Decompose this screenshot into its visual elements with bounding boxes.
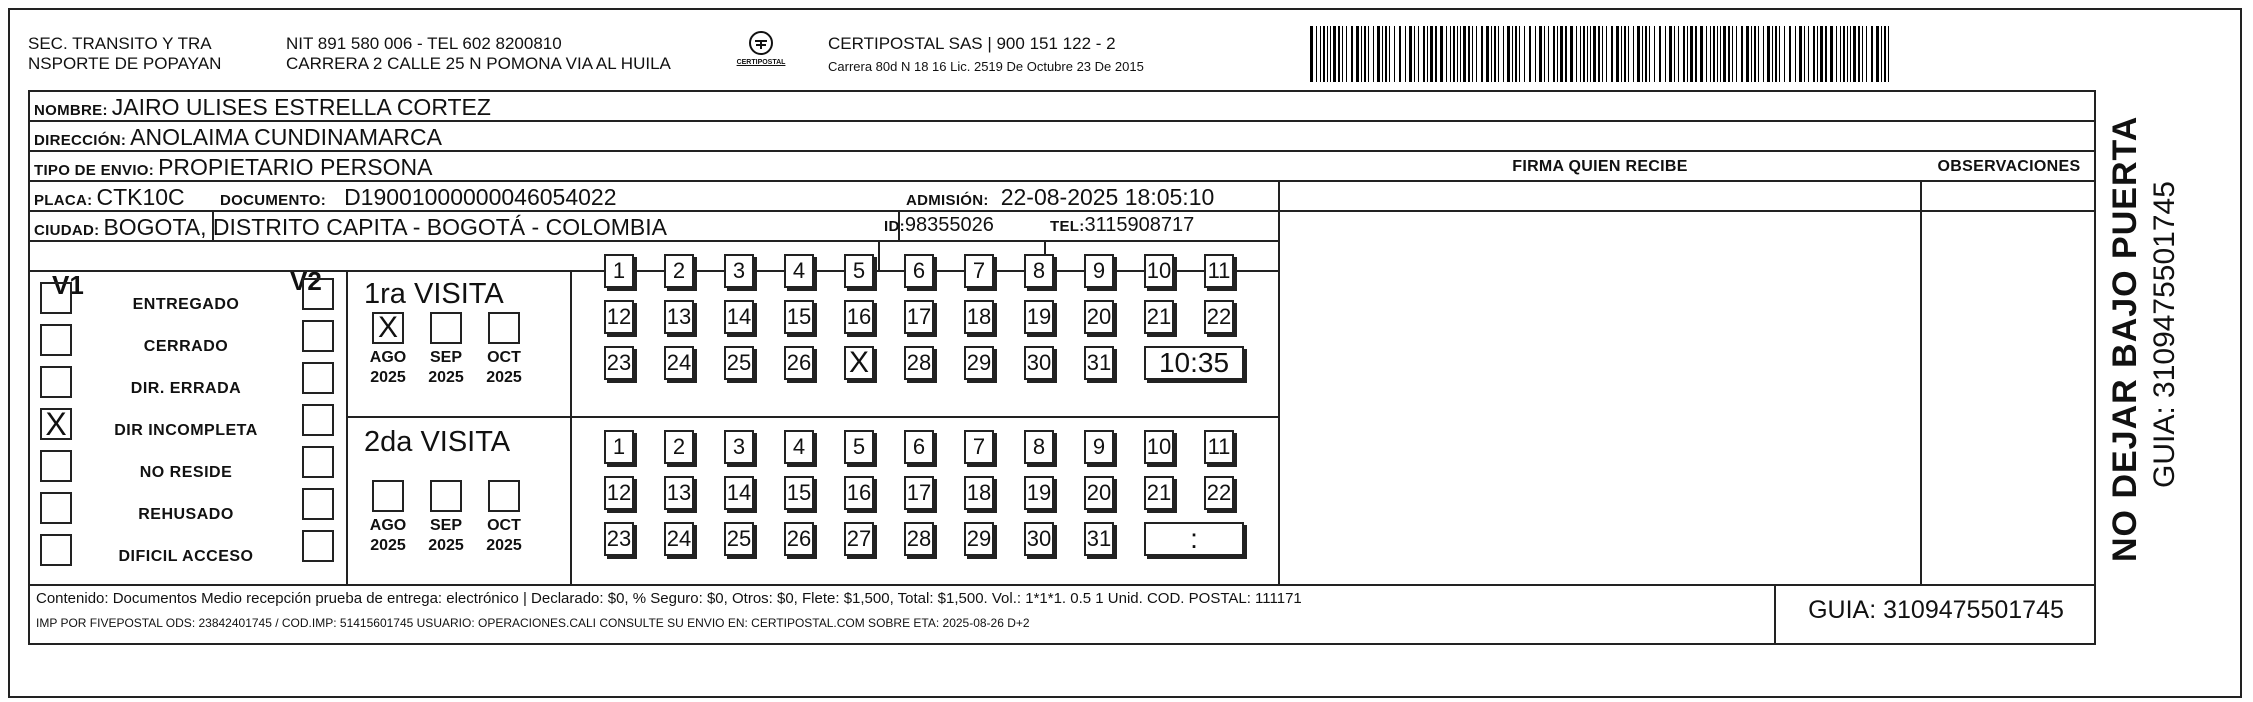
barcode-bar (1669, 26, 1672, 82)
barcode-bar (1377, 26, 1380, 82)
admision-row (906, 184, 1214, 211)
barcode-bar (1853, 26, 1856, 82)
day-box[interactable]: 27 (844, 522, 874, 556)
day-box[interactable]: 12 (604, 300, 634, 334)
day-box[interactable]: 8 (1024, 254, 1054, 288)
org-name (28, 34, 221, 74)
tipo-envio-value: PROPIETARIO PERSONA (158, 154, 433, 180)
barcode-bar (1754, 26, 1756, 82)
v1-checkbox[interactable] (40, 492, 72, 524)
barcode-bar (1418, 26, 1419, 82)
barcode-bar (1642, 26, 1643, 82)
barcode-bar (1720, 26, 1721, 82)
barcode-bar (1840, 26, 1841, 82)
day-box[interactable]: 3 (724, 254, 754, 288)
barcode-bar (1820, 26, 1823, 82)
barcode-bar (1435, 26, 1437, 82)
barcode-bar (1333, 26, 1336, 82)
month-label: SEP (429, 349, 462, 366)
day-box[interactable]: 15 (784, 476, 814, 510)
barcode-bar (1713, 26, 1715, 82)
barcode-bar (1472, 26, 1473, 82)
year-label: 2025 (428, 537, 464, 554)
day-box[interactable]: 13 (664, 300, 694, 334)
id-value: 98355026 (904, 214, 994, 236)
visit2-title: 2da VISITA (364, 426, 511, 458)
v1-checkbox[interactable]: X (40, 408, 72, 440)
barcode-bar (1884, 26, 1886, 82)
barcode-bar (1544, 26, 1545, 82)
day-box[interactable]: 19 (1024, 476, 1054, 510)
barcode-bar (1583, 26, 1585, 82)
barcode-bar (1772, 26, 1773, 82)
v1-checkbox[interactable] (40, 282, 72, 314)
barcode-bar (1368, 26, 1369, 82)
barcode-bar (1624, 26, 1626, 82)
status-label: ENTREGADO (132, 296, 240, 313)
barcode-bar (1430, 26, 1433, 82)
barcode-bar (1373, 26, 1374, 82)
month-label: SEP (429, 517, 462, 534)
barcode-bar (1862, 26, 1863, 82)
v2-checkbox[interactable] (302, 404, 334, 436)
barcode-bar (1830, 26, 1833, 82)
status-label: CERRADO (143, 338, 229, 355)
barcode-bar (1710, 26, 1711, 82)
barcode-bar (1565, 26, 1567, 82)
barcode-bar (1763, 26, 1764, 82)
v1-checkbox[interactable] (40, 366, 72, 398)
day-box[interactable]: 23 (604, 522, 634, 556)
day-box[interactable]: 2 (664, 430, 694, 464)
barcode-bar (1427, 26, 1428, 82)
day-box[interactable]: 2 (664, 254, 694, 288)
address-line: CARRERA 2 CALLE 25 N POMONA VIA AL HUILA (286, 54, 671, 73)
barcode-bar (1481, 26, 1483, 82)
barcode-bar (1836, 26, 1837, 82)
day-box[interactable]: 5 (844, 430, 874, 464)
day-box[interactable]: 15 (784, 300, 814, 334)
company-info (828, 34, 1144, 77)
day-box[interactable]: 6 (904, 254, 934, 288)
barcode-bar (1342, 26, 1343, 82)
barcode-bar (1553, 26, 1555, 82)
barcode-bar (1659, 26, 1661, 82)
barcode-bar (1570, 26, 1573, 82)
barcode-bar (1804, 26, 1805, 82)
day-box[interactable]: 16 (844, 300, 874, 334)
day-box[interactable]: 19 (1024, 300, 1054, 334)
month-label: AGO (369, 517, 407, 534)
day-box[interactable]: 18 (964, 300, 994, 334)
barcode-bar (1654, 26, 1655, 82)
barcode-bar (1732, 26, 1733, 82)
nombre-value: JAIRO ULISES ESTRELLA CORTEZ (111, 94, 491, 120)
placa-value: CTK10C (96, 184, 185, 210)
barcode-bar (1539, 26, 1542, 82)
barcode-bar (1758, 26, 1759, 82)
barcode-bar (1394, 26, 1395, 82)
barcode-bar (1399, 26, 1401, 82)
barcode-bar (1723, 26, 1726, 82)
barcode-bar (1356, 26, 1359, 82)
barcode-bar (1507, 26, 1510, 82)
day-box[interactable]: 20 (1084, 300, 1114, 334)
v1-checkbox[interactable] (40, 324, 72, 356)
day-box[interactable]: 11 (1204, 430, 1234, 464)
tipo-envio-row (34, 154, 432, 181)
barcode-bar (1382, 26, 1383, 82)
tipo-envio-label: TIPO DE ENVIO: (34, 162, 155, 179)
barcode-bar (1799, 26, 1802, 82)
barcode-bar (1590, 26, 1591, 82)
barcode-bar (1440, 26, 1443, 82)
month-checkbox[interactable]: X (372, 312, 404, 344)
day-box[interactable]: 20 (1084, 476, 1114, 510)
v2-checkbox[interactable] (302, 362, 334, 394)
day-box[interactable]: 3 (724, 430, 754, 464)
year-label: 2025 (486, 369, 522, 386)
barcode-bar (1784, 26, 1785, 82)
barcode-bar (1858, 26, 1860, 82)
year-label: 2025 (486, 537, 522, 554)
barcode-bar (1888, 26, 1889, 82)
barcode-bar (1389, 26, 1390, 82)
barcode-bar (1690, 26, 1693, 82)
barcode-bar (1576, 26, 1577, 82)
observaciones-header: OBSERVACIONES (1937, 158, 2081, 175)
barcode-bar (1611, 26, 1613, 82)
barcode-bar (1633, 26, 1634, 82)
day-box[interactable]: 26 (784, 346, 814, 380)
barcode-bar (1468, 26, 1470, 82)
admision-value: 22-08-2025 18:05:10 (1000, 184, 1215, 210)
barcode-bar (1316, 26, 1317, 82)
placa-label: PLACA: (34, 192, 93, 209)
day-box[interactable]: 1 (604, 254, 634, 288)
barcode-bar (1346, 26, 1347, 82)
barcode-bar (1813, 26, 1815, 82)
barcode-bar (1351, 26, 1353, 82)
status-label: DIFICIL ACCESO (118, 548, 254, 565)
barcode-bar (1327, 26, 1328, 82)
day-box[interactable]: 10 (1144, 430, 1174, 464)
month-checkbox[interactable] (372, 480, 404, 512)
direccion-label: DIRECCIÓN: (34, 132, 127, 149)
day-box[interactable]: X (844, 346, 874, 380)
org-contact (286, 34, 671, 74)
barcode-bar (1557, 26, 1558, 82)
month-checkbox[interactable] (488, 480, 520, 512)
day-box[interactable]: 11 (1204, 254, 1234, 288)
day-box[interactable]: 21 (1144, 476, 1174, 510)
status-label: DIR. ERRADA (130, 380, 242, 397)
barcode-bar (1535, 26, 1536, 82)
barcode-bar (1529, 26, 1531, 82)
barcode-bar (1330, 26, 1331, 82)
v2-checkbox[interactable] (302, 446, 334, 478)
barcode-bar (1678, 26, 1679, 82)
day-box[interactable]: 14 (724, 476, 754, 510)
barcode-bar (1621, 26, 1622, 82)
day-box[interactable]: 26 (784, 522, 814, 556)
tel-row (1050, 214, 1194, 237)
barcode-bar (1866, 26, 1867, 82)
barcode-bar (1598, 26, 1600, 82)
day-box[interactable]: 22 (1204, 300, 1234, 334)
day-box[interactable]: 31 (1084, 522, 1114, 556)
documento-value: D19001000000046054022 (344, 184, 617, 210)
barcode-bar (1876, 26, 1879, 82)
barcode-bar (1310, 26, 1313, 82)
tel-label: TEL: (1050, 218, 1085, 235)
day-box[interactable]: 4 (784, 254, 814, 288)
barcode-bar (1649, 26, 1650, 82)
admision-label: ADMISIÓN: (906, 192, 989, 209)
company-address: Carrera 80d N 18 16 Lic. 2519 De Octubre 23 De 2015 (828, 59, 1144, 74)
company-line: CERTIPOSTAL SAS | 900 151 122 - 2 (828, 34, 1116, 53)
status-label: REHUSADO (138, 506, 234, 523)
day-box[interactable]: 22 (1204, 476, 1234, 510)
barcode-bar (1847, 26, 1848, 82)
barcode-bar (1687, 26, 1688, 82)
org-line-1: SEC. TRANSITO Y TRA (28, 34, 212, 53)
firma-header: FIRMA QUIEN RECIBE (1512, 158, 1688, 175)
day-box[interactable]: 21 (1144, 300, 1174, 334)
day-box[interactable]: 12 (604, 476, 634, 510)
v2-checkbox[interactable] (302, 530, 334, 562)
barcode-bar (1700, 26, 1703, 82)
day-box[interactable]: 14 (724, 300, 754, 334)
day-box[interactable]: 9 (1084, 430, 1114, 464)
v2-label: V2 (290, 266, 322, 296)
day-box[interactable]: 8 (1024, 430, 1054, 464)
barcode-bar (1457, 26, 1458, 82)
day-box[interactable]: 25 (724, 346, 754, 380)
barcode-bar (1767, 26, 1770, 82)
barcode-bar (1498, 26, 1499, 82)
barcode-bar (1717, 26, 1718, 82)
barcode-bar (1808, 26, 1809, 82)
barcode-bar (1746, 26, 1749, 82)
nombre-row (34, 94, 491, 121)
day-box[interactable]: 10 (1144, 254, 1174, 288)
logo-text: CERTIPOSTAL (736, 59, 786, 66)
placa-row (34, 184, 185, 211)
day-box[interactable]: 31 (1084, 346, 1114, 380)
month-checkbox[interactable] (430, 312, 462, 344)
barcode-bar (1779, 26, 1780, 82)
day-box[interactable]: 18 (964, 476, 994, 510)
day-box[interactable]: 28 (904, 522, 934, 556)
day-box[interactable]: 16 (844, 476, 874, 510)
day-box[interactable]: 24 (664, 522, 694, 556)
barcode-bar (1323, 26, 1325, 82)
barcode-bar (1560, 26, 1563, 82)
barcode-bar (1850, 26, 1851, 82)
org-line-2: NSPORTE DE POPAYAN (28, 54, 222, 73)
barcode-bar (1706, 26, 1707, 82)
footer-guia: GUIA: 3109475501745 (1808, 596, 2064, 624)
documento-row (220, 184, 617, 211)
side-guia: GUIA: 3109475501745 (2148, 181, 2181, 488)
tel-value: 3115908717 (1084, 214, 1195, 236)
day-box[interactable]: 17 (904, 300, 934, 334)
status-label: NO RESIDE (139, 464, 233, 481)
v1-label: V1 (52, 270, 84, 300)
barcode-bar (1775, 26, 1777, 82)
day-box[interactable]: 7 (964, 254, 994, 288)
barcode-bar (1795, 26, 1796, 82)
day-box[interactable]: 6 (904, 430, 934, 464)
barcode-bar (1409, 26, 1412, 82)
barcode-bar (1665, 26, 1666, 82)
day-box[interactable]: 23 (604, 346, 634, 380)
ciudad-row (34, 214, 667, 241)
nit-line: NIT 891 580 006 - TEL 602 8200810 (286, 34, 562, 53)
barcode-bar (1515, 26, 1517, 82)
v2-checkbox[interactable] (302, 320, 334, 352)
nombre-label: NOMBRE: (34, 102, 108, 119)
barcode-bar (1645, 26, 1647, 82)
day-box[interactable]: 30 (1024, 522, 1054, 556)
documento-label: DOCUMENTO: (220, 192, 327, 209)
barcode-bar (1825, 26, 1827, 82)
id-row (884, 214, 994, 237)
visit1-title: 1ra VISITA (364, 278, 504, 310)
barcode-bar (1871, 26, 1873, 82)
barcode-bar (1580, 26, 1581, 82)
barcode-bar (1512, 26, 1513, 82)
barcode-bar (1593, 26, 1596, 82)
barcode-bar (1616, 26, 1619, 82)
direccion-value: ANOLAIMA CUNDINAMARCA (130, 124, 442, 150)
barcode-bar (1741, 26, 1743, 82)
status-label: DIR INCOMPLETA (114, 422, 258, 439)
barcode-bar (1385, 26, 1387, 82)
v1-checkbox[interactable] (40, 450, 72, 482)
barcode (1310, 26, 1900, 82)
barcode-bar (1683, 26, 1685, 82)
day-box[interactable]: 29 (964, 522, 994, 556)
main-form (28, 90, 2096, 645)
barcode-bar (1606, 26, 1607, 82)
direccion-row (34, 124, 442, 151)
barcode-bar (1460, 26, 1461, 82)
barcode-bar (1364, 26, 1366, 82)
logo-icon (748, 30, 774, 56)
barcode-bar (1450, 26, 1451, 82)
day-box[interactable]: 24 (664, 346, 694, 380)
v2-checkbox[interactable] (302, 278, 334, 310)
barcode-bar (1491, 26, 1492, 82)
barcode-bar (1503, 26, 1504, 82)
barcode-bar (1524, 26, 1525, 82)
barcode-bar (1628, 26, 1629, 82)
side-warning: NO DEJAR BAJO PUERTA (2106, 115, 2144, 562)
month-checkbox[interactable] (430, 480, 462, 512)
barcode-bar (1695, 26, 1697, 82)
ciudad-value: BOGOTA, DISTRITO CAPITA - BOGOTÁ - COLOMBIA (103, 214, 668, 240)
day-box[interactable]: 28 (904, 346, 934, 380)
day-box[interactable]: 4 (784, 430, 814, 464)
barcode-bar (1320, 26, 1321, 82)
barcode-bar (1789, 26, 1791, 82)
certipostal-logo (728, 30, 794, 66)
barcode-bar (1414, 26, 1415, 82)
barcode-bar (1486, 26, 1489, 82)
year-label: 2025 (428, 369, 464, 386)
barcode-bar (1637, 26, 1640, 82)
barcode-bar (1423, 26, 1425, 82)
barcode-bar (1548, 26, 1549, 82)
barcode-bar (1361, 26, 1362, 82)
day-box[interactable]: 13 (664, 476, 694, 510)
day-box[interactable]: 30 (1024, 346, 1054, 380)
barcode-bar (1453, 26, 1455, 82)
barcode-bar (1463, 26, 1466, 82)
day-box[interactable]: 17 (904, 476, 934, 510)
ciudad-label: CIUDAD: (34, 222, 100, 239)
month-label: OCT (487, 349, 521, 366)
barcode-bar (1587, 26, 1588, 82)
barcode-bar (1881, 26, 1882, 82)
footer-contents: Contenido: Documentos Medio recepción prueba de entrega: electrónico | Declarado: $0, % Seguro: $0, Otros: $0, Flete: $1,500, Total: $1,500. Vol.: 1*1*1. 0.5 1 Unid. COD. POSTAL: 111171 (36, 590, 1302, 607)
day-box[interactable]: 25 (724, 522, 754, 556)
month-label: AGO (369, 349, 407, 366)
month-label: OCT (487, 517, 521, 534)
barcode-bar (1674, 26, 1675, 82)
year-label: 2025 (370, 369, 406, 386)
barcode-bar (1817, 26, 1818, 82)
barcode-bar (1494, 26, 1496, 82)
day-box[interactable]: 29 (964, 346, 994, 380)
day-box[interactable]: 5 (844, 254, 874, 288)
barcode-bar (1405, 26, 1406, 82)
v1-checkbox[interactable] (40, 534, 72, 566)
barcode-bar (1728, 26, 1730, 82)
day-box[interactable]: 1 (604, 430, 634, 464)
year-label: 2025 (370, 537, 406, 554)
id-label: ID: (884, 218, 905, 235)
barcode-bar (1446, 26, 1447, 82)
footer-print-info: IMP POR FIVEPOSTAL ODS: 23842401745 / COD.IMP: 51415601745 USUARIO: OPERACIONES.CALI CONSULTE SU ENVIO EN: CERTIPOSTAL.COM SOBRE ETA: 2025-08-26 D+2 (36, 616, 1030, 630)
month-checkbox[interactable] (488, 312, 520, 344)
barcode-bar (1338, 26, 1340, 82)
time-box[interactable]: 10:35 (1144, 346, 1244, 380)
day-box[interactable]: 7 (964, 430, 994, 464)
day-box[interactable]: 9 (1084, 254, 1114, 288)
barcode-bar (1751, 26, 1752, 82)
barcode-bar (1476, 26, 1477, 82)
barcode-bar (1736, 26, 1737, 82)
barcode-bar (1602, 26, 1603, 82)
barcode-bar (1519, 26, 1520, 82)
v2-checkbox[interactable] (302, 488, 334, 520)
time-box[interactable]: : (1144, 522, 1244, 556)
barcode-bar (1843, 26, 1845, 82)
